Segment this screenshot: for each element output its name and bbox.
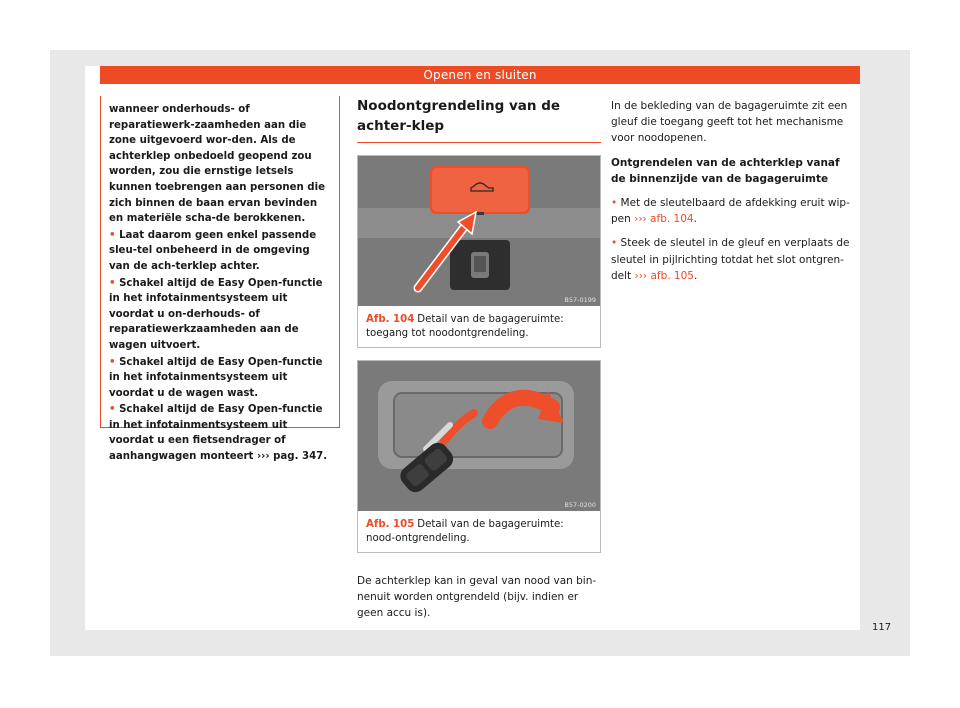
bullet-icon: • bbox=[109, 356, 116, 368]
step-2: • Steek de sleutel in de gleuf en verplaats de sleutel in pijlrichting totdat het slot ontgren-delt ››› afb. 105. bbox=[611, 237, 850, 282]
right-column bbox=[611, 98, 857, 292]
bullet-icon: • bbox=[109, 404, 116, 416]
figure-label: Afb. 104 bbox=[366, 314, 415, 325]
page-number: 117 bbox=[872, 622, 892, 633]
warning-bullet-1: • Laat daarom geen enkel passende sleu-tel onbeheerd in de omgeving van de ach-terklep achter. bbox=[109, 229, 317, 272]
warning-box bbox=[100, 96, 340, 463]
figure-reference-link[interactable]: ››› afb. 105 bbox=[634, 269, 694, 282]
figure-105-image bbox=[358, 361, 600, 511]
section-title: Noodontgrendeling van de achter-klep bbox=[357, 96, 601, 143]
trunk-cover-illustration bbox=[358, 156, 600, 306]
warning-bullet-3: • Schakel altijd de Easy Open-functie in het infotainmentsysteem uit voordat u de wagen wast. bbox=[109, 356, 323, 399]
warning-intro: wanneer onderhouds- of reparatiewerk-zaamheden aan die zone uitgevoerd wor-den. Als de achterklep onbedoeld geopend zou worden, zou die ernstige letsels kunnen toebrengen aan personen die zich binnen de baan ervan bevinden en materiële scha-de berokkenen. bbox=[109, 104, 325, 225]
warning-bullet-2: • Schakel altijd de Easy Open-functie in het infotainmentsysteem uit voordat u on-derhouds- of reparatiewerkzaamheden aan de wagen uitvoert. bbox=[109, 277, 323, 351]
figure-104 bbox=[357, 155, 601, 348]
figure-label: Afb. 105 bbox=[366, 519, 415, 531]
bullet-icon: • bbox=[109, 229, 116, 241]
figure-104-image bbox=[358, 156, 600, 306]
figure-105-caption: Afb. 105 Detail van de bagageruimte: nood-ontgrendeling. bbox=[366, 519, 564, 544]
bullet-icon: • bbox=[109, 277, 116, 289]
figure-code: B57-0199 bbox=[564, 296, 596, 304]
figure-reference-link[interactable]: ››› afb. 104 bbox=[634, 213, 694, 226]
emergency-release-illustration bbox=[358, 361, 600, 511]
page-reference-link[interactable]: ››› pag. 347 bbox=[256, 451, 324, 463]
right-subheading: Ontgrendelen van de achterklep vanaf de binnenzijde van de bagageruimte bbox=[611, 156, 840, 185]
warning-bullet-4: • Schakel altijd de Easy Open-functie in het infotainmentsysteem uit voordat u een fietsendrager of aanhangwagen monteert ››› pag. 347. bbox=[109, 404, 328, 463]
page-header: Openen en sluiten bbox=[100, 66, 860, 84]
step-1: • Met de sleutelbaard de afdekking eruit wip-pen ››› afb. 104. bbox=[611, 197, 850, 226]
figure-code: B57-0200 bbox=[564, 501, 596, 510]
figure-104-caption: Afb. 104 Detail van de bagageruimte: toegang tot noodontgrendeling. bbox=[366, 314, 564, 339]
emergency-intro-text: De achterklep kan in geval van nood van bin-nenuit worden ontgrendeld (bijv. indien er geen accu is). bbox=[357, 575, 597, 620]
figure-105 bbox=[357, 360, 601, 553]
right-intro: In de bekleding van de bagageruimte zit een gleuf die toegang geeft tot het mechanisme voor noodopenen. bbox=[611, 100, 848, 145]
bullet-icon: • bbox=[611, 197, 618, 210]
bullet-icon: • bbox=[611, 237, 618, 250]
middle-column bbox=[357, 96, 601, 621]
